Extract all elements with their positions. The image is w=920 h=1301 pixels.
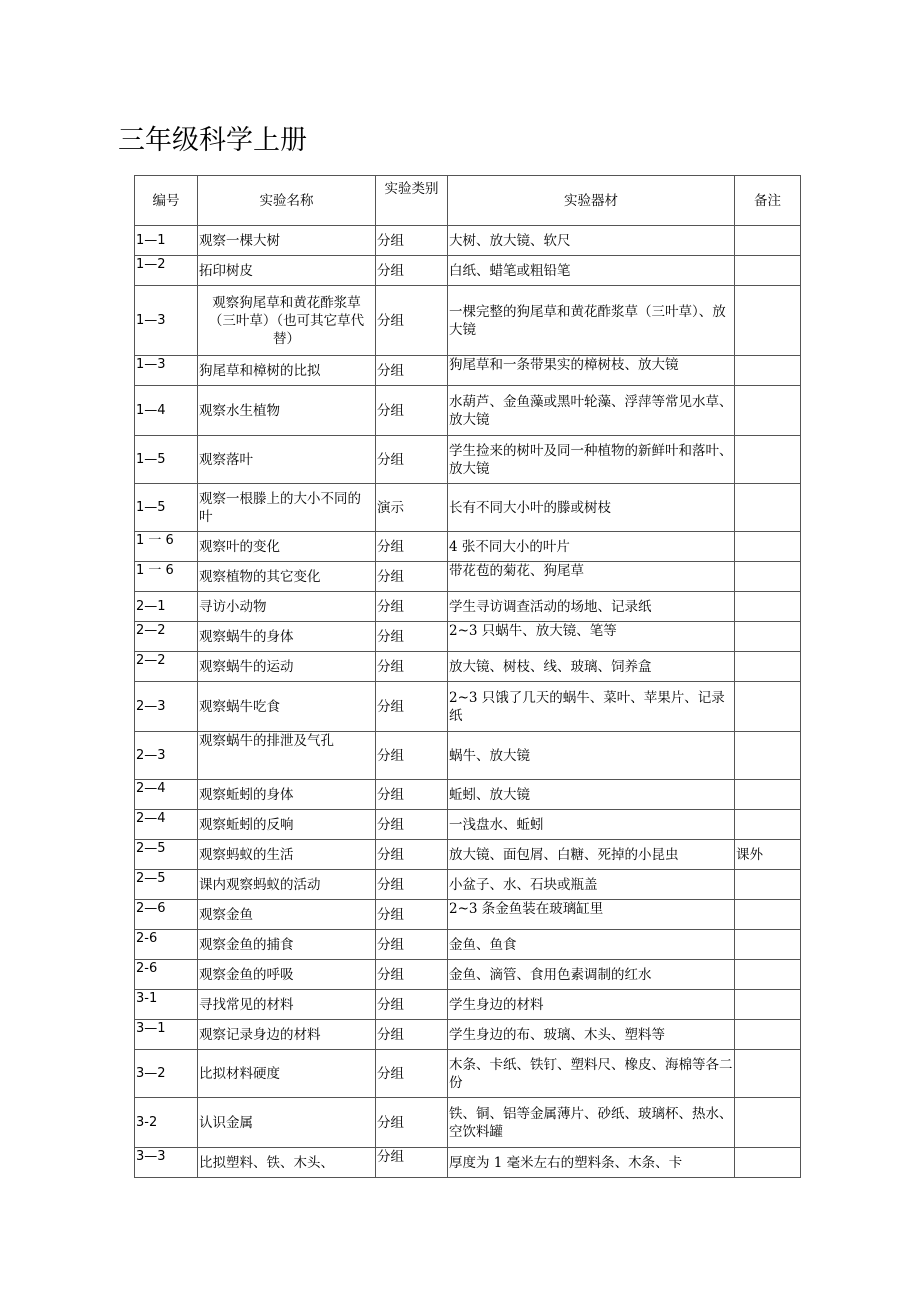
cell-name: 观察金鱼 — [198, 900, 376, 930]
cell-type: 分组 — [376, 960, 448, 990]
cell-id: 2-6 — [135, 960, 198, 990]
table-row — [135, 960, 801, 990]
cell-id: 2—4 — [135, 810, 198, 840]
cell-type: 分组 — [376, 732, 448, 780]
cell-equipment: 小盆子、水、石块或瓶盖 — [448, 870, 735, 900]
table-row — [135, 652, 801, 682]
cell-type: 分组 — [376, 1148, 448, 1178]
table-row — [135, 900, 801, 930]
cell-note — [735, 436, 801, 484]
table-row — [135, 1020, 801, 1050]
cell-id: 1 一 6 — [135, 562, 198, 592]
cell-name: 观察金鱼的捕食 — [198, 930, 376, 960]
cell-note — [735, 386, 801, 436]
cell-note — [735, 990, 801, 1020]
cell-equipment: 2~3 条金鱼装在玻璃缸里 — [448, 900, 735, 930]
cell-id: 1 一 6 — [135, 532, 198, 562]
cell-equipment: 木条、卡纸、铁钉、塑料尺、橡皮、海棉等各二份 — [448, 1050, 735, 1098]
cell-type: 分组 — [376, 810, 448, 840]
table-header-row — [135, 176, 801, 226]
cell-name: 观察植物的其它变化 — [198, 562, 376, 592]
cell-name: 观察落叶 — [198, 436, 376, 484]
table-row — [135, 256, 801, 286]
table-row — [135, 286, 801, 356]
cell-equipment: 金鱼、鱼食 — [448, 930, 735, 960]
cell-type: 分组 — [376, 780, 448, 810]
table-row — [135, 436, 801, 484]
cell-note — [735, 226, 801, 256]
cell-id: 2—3 — [135, 732, 198, 780]
cell-name: 寻找常见的材料 — [198, 990, 376, 1020]
cell-id: 3—1 — [135, 1020, 198, 1050]
cell-type: 分组 — [376, 870, 448, 900]
cell-name: 观察蚂蚁的生活 — [198, 840, 376, 870]
cell-type: 分组 — [376, 256, 448, 286]
cell-type: 分组 — [376, 1098, 448, 1148]
cell-note — [735, 652, 801, 682]
cell-equipment: 一棵完整的狗尾草和黄花酢浆草（三叶草）、放大镜 — [448, 286, 735, 356]
cell-name: 比拟材料硬度 — [198, 1050, 376, 1098]
cell-type: 分组 — [376, 356, 448, 386]
cell-name: 拓印树皮 — [198, 256, 376, 286]
cell-name: 观察蜗牛的排泄及气孔 — [198, 732, 376, 780]
cell-name: 观察一棵大树 — [198, 226, 376, 256]
cell-type: 分组 — [376, 930, 448, 960]
cell-id: 1—1 — [135, 226, 198, 256]
cell-id: 2—3 — [135, 682, 198, 732]
cell-type: 分组 — [376, 532, 448, 562]
cell-name: 观察蜗牛吃食 — [198, 682, 376, 732]
cell-id: 2—4 — [135, 780, 198, 810]
cell-equipment: 蚯蚓、放大镜 — [448, 780, 735, 810]
cell-type: 演示 — [376, 484, 448, 532]
cell-name: 观察金鱼的呼吸 — [198, 960, 376, 990]
table-row — [135, 870, 801, 900]
cell-id: 3—3 — [135, 1148, 198, 1178]
cell-equipment: 大树、放大镜、软尺 — [448, 226, 735, 256]
cell-name: 课内观察蚂蚁的活动 — [198, 870, 376, 900]
experiment-table — [134, 175, 801, 1178]
cell-name: 观察蚯蚓的身体 — [198, 780, 376, 810]
cell-note — [735, 780, 801, 810]
cell-id: 1—3 — [135, 356, 198, 386]
cell-name: 观察蚯蚓的反响 — [198, 810, 376, 840]
cell-equipment: 蜗牛、放大镜 — [448, 732, 735, 780]
cell-id: 2—6 — [135, 900, 198, 930]
table-row — [135, 682, 801, 732]
cell-type: 分组 — [376, 990, 448, 1020]
cell-equipment: 2~3 只饿了几天的蜗牛、菜叶、苹果片、记录纸 — [448, 682, 735, 732]
cell-type: 分组 — [376, 622, 448, 652]
cell-name: 观察蜗牛的运动 — [198, 652, 376, 682]
cell-id: 1—2 — [135, 256, 198, 286]
header-name: 实验名称 — [198, 176, 376, 226]
cell-type: 分组 — [376, 436, 448, 484]
cell-id: 2—5 — [135, 840, 198, 870]
cell-type: 分组 — [376, 386, 448, 436]
cell-name: 观察水生植物 — [198, 386, 376, 436]
cell-equipment: 铁、铜、铝等金属薄片、砂纸、玻璃杯、热水、空饮料罐 — [448, 1098, 735, 1148]
cell-name: 比拟塑料、铁、木头、 — [198, 1148, 376, 1178]
cell-type: 分组 — [376, 592, 448, 622]
header-id: 编号 — [135, 176, 198, 226]
table-row — [135, 484, 801, 532]
header-note: 备注 — [735, 176, 801, 226]
cell-equipment: 厚度为 1 毫米左右的塑料条、木条、卡 — [448, 1148, 735, 1178]
cell-type: 分组 — [376, 682, 448, 732]
cell-equipment: 水葫芦、金鱼藻或黑叶轮藻、浮萍等常见水草、放大镜 — [448, 386, 735, 436]
table-row — [135, 562, 801, 592]
cell-note — [735, 1098, 801, 1148]
cell-note — [735, 900, 801, 930]
cell-id: 3-1 — [135, 990, 198, 1020]
table-row — [135, 532, 801, 562]
cell-name: 狗尾草和樟树的比拟 — [198, 356, 376, 386]
cell-note — [735, 930, 801, 960]
cell-equipment: 带花苞的菊花、狗尾草 — [448, 562, 735, 592]
cell-note — [735, 682, 801, 732]
cell-id: 3-2 — [135, 1098, 198, 1148]
table-row — [135, 622, 801, 652]
cell-type: 分组 — [376, 652, 448, 682]
cell-equipment: 学生身边的材料 — [448, 990, 735, 1020]
cell-note — [735, 1050, 801, 1098]
cell-equipment: 学生身边的布、玻璃、木头、塑料等 — [448, 1020, 735, 1050]
cell-note — [735, 484, 801, 532]
cell-type: 分组 — [376, 1020, 448, 1050]
table-row — [135, 780, 801, 810]
cell-equipment: 一浅盘水、蚯蚓 — [448, 810, 735, 840]
table-row — [135, 810, 801, 840]
cell-id: 1—4 — [135, 386, 198, 436]
cell-type: 分组 — [376, 1050, 448, 1098]
cell-id: 1—5 — [135, 436, 198, 484]
cell-note — [735, 1148, 801, 1178]
cell-name: 观察蜗牛的身体 — [198, 622, 376, 652]
cell-equipment: 4 张不同大小的叶片 — [448, 532, 735, 562]
cell-note — [735, 286, 801, 356]
cell-id: 2—5 — [135, 870, 198, 900]
header-type: 实验类别 — [376, 176, 448, 226]
cell-note — [735, 1020, 801, 1050]
cell-type: 分组 — [376, 900, 448, 930]
cell-note — [735, 592, 801, 622]
header-equipment: 实验器材 — [448, 176, 735, 226]
cell-note — [735, 256, 801, 286]
table-row — [135, 990, 801, 1020]
cell-note — [735, 960, 801, 990]
cell-equipment: 放大镜、树枝、线、玻璃、饲养盒 — [448, 652, 735, 682]
table-row — [135, 592, 801, 622]
table-row — [135, 226, 801, 256]
table-row — [135, 930, 801, 960]
cell-type: 分组 — [376, 226, 448, 256]
cell-type: 分组 — [376, 286, 448, 356]
cell-equipment: 放大镜、面包屑、白糖、死掉的小昆虫 — [448, 840, 735, 870]
cell-note — [735, 622, 801, 652]
table-row — [135, 1148, 801, 1178]
table-row — [135, 840, 801, 870]
cell-note — [735, 562, 801, 592]
cell-note — [735, 870, 801, 900]
cell-id: 2-6 — [135, 930, 198, 960]
cell-equipment: 2~3 只蜗牛、放大镜、笔等 — [448, 622, 735, 652]
page-title: 三年级科学上册 — [118, 125, 307, 156]
cell-name: 寻访小动物 — [198, 592, 376, 622]
cell-type: 分组 — [376, 562, 448, 592]
table-row — [135, 1098, 801, 1148]
cell-id: 1—3 — [135, 286, 198, 356]
cell-name: 观察一根滕上的大小不同的叶 — [198, 484, 376, 532]
table-row — [135, 732, 801, 780]
table-row — [135, 386, 801, 436]
cell-name: 认识金属 — [198, 1098, 376, 1148]
cell-id: 1—5 — [135, 484, 198, 532]
cell-id: 2—2 — [135, 652, 198, 682]
cell-id: 2—1 — [135, 592, 198, 622]
cell-note: 课外 — [735, 840, 801, 870]
table-row — [135, 1050, 801, 1098]
cell-note — [735, 810, 801, 840]
cell-name: 观察狗尾草和黄花酢浆草（三叶草）（也可其它草代替） — [198, 286, 376, 356]
cell-note — [735, 356, 801, 386]
cell-id: 3—2 — [135, 1050, 198, 1098]
table-row — [135, 356, 801, 386]
cell-equipment: 长有不同大小叶的滕或树枝 — [448, 484, 735, 532]
cell-equipment: 学生寻访调查活动的场地、记录纸 — [448, 592, 735, 622]
cell-name: 观察记录身边的材料 — [198, 1020, 376, 1050]
cell-note — [735, 732, 801, 780]
cell-note — [735, 532, 801, 562]
cell-id: 2—2 — [135, 622, 198, 652]
cell-type: 分组 — [376, 840, 448, 870]
cell-equipment: 狗尾草和一条带果实的樟树枝、放大镜 — [448, 356, 735, 386]
cell-equipment: 白纸、蜡笔或粗铅笔 — [448, 256, 735, 286]
cell-name: 观察叶的变化 — [198, 532, 376, 562]
cell-equipment: 金鱼、滴管、食用色素调制的红水 — [448, 960, 735, 990]
cell-equipment: 学生捡来的树叶及同一种植物的新鲜叶和落叶、放大镜 — [448, 436, 735, 484]
